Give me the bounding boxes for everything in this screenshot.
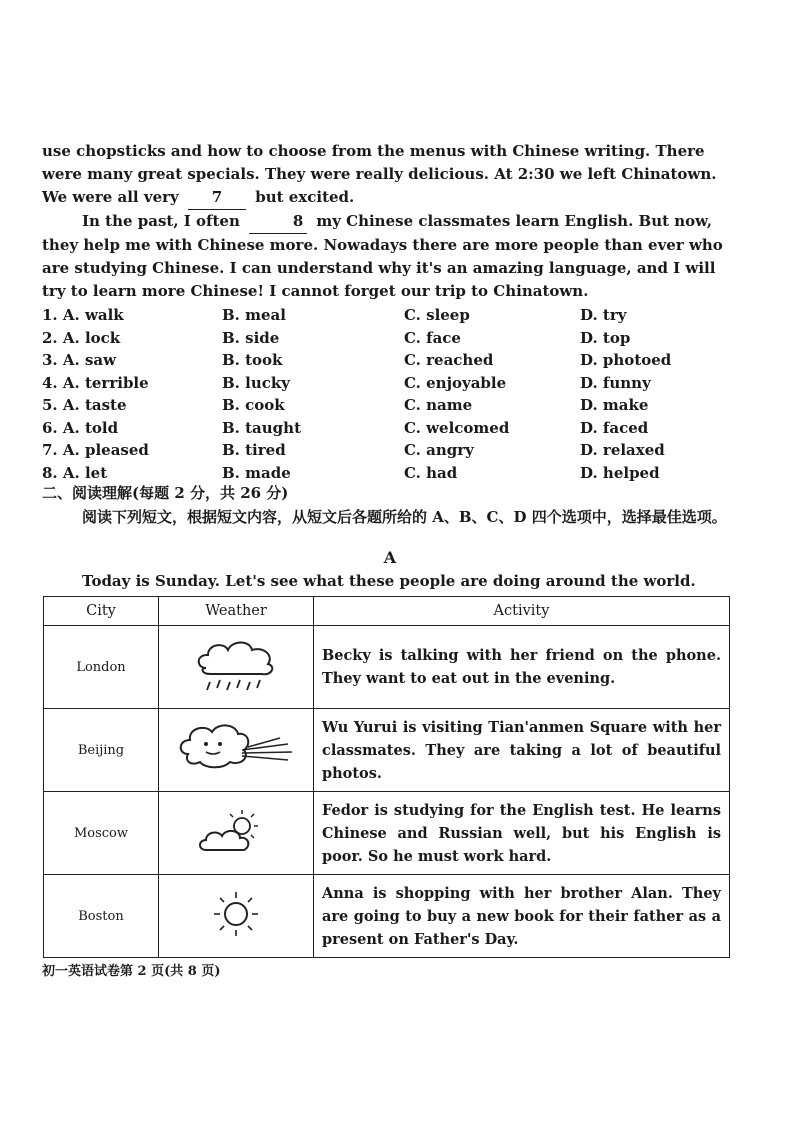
passage-letter: A — [383, 548, 397, 567]
weather-cell — [159, 626, 314, 709]
city-cell: Boston — [44, 875, 159, 958]
section-instruction: 阅读下列短文，根据短文内容，从短文后各题所给的 A、B、C、D 四个选项中，选择最佳选项。 — [82, 508, 727, 526]
rainy-cloud-icon — [188, 636, 284, 694]
weather-cell — [159, 792, 314, 875]
page-footer: 初一英语试卷第 2 页(共 8 页) — [42, 964, 221, 979]
section-heading: 二、阅读理解(每题 2 分，共 26 分) — [42, 484, 289, 502]
activity-cell: Anna is shopping with her brother Alan. They are going to buy a new book for their father as a present on Father's Day. — [314, 875, 730, 958]
header-activity: Activity — [314, 597, 730, 626]
options-list — [42, 304, 702, 484]
cloze-passage — [42, 140, 742, 303]
table-row — [44, 709, 730, 792]
passage-line2: We were all very 7 but excited. — [42, 186, 742, 210]
table-header-row — [44, 597, 730, 626]
header-weather: Weather — [159, 597, 314, 626]
windy-cloud-icon — [176, 720, 296, 776]
weather-cell — [159, 709, 314, 792]
activity-cell: Fedor is studying for the English test. He learns Chinese and Russian well, but his English is poor. So he must work hard. — [314, 792, 730, 875]
activity-cell: Wu Yurui is visiting Tian'anmen Square with her classmates. They are taking a lot of beautiful photos. — [314, 709, 730, 792]
option-row: 2. A. lock B. side C. face D. top — [42, 328, 631, 347]
option-row: 4. A. terrible B. lucky C. enjoyable D. funny — [42, 373, 651, 392]
passage-line1: use chopsticks and how to choose from the menus with Chinese writing. There were many great specials. They were really delicious. At 2:30 we left Chinatown. — [42, 142, 717, 183]
option-row: 1. A. walk B. meal C. sleep D. try — [42, 306, 627, 325]
activity-cell: Becky is talking with her friend on the phone. They want to eat out in the evening. — [314, 626, 730, 709]
partly-cloudy-icon — [196, 806, 276, 856]
table-row — [44, 875, 730, 958]
weather-table — [43, 596, 730, 958]
blank-8: 8 — [249, 210, 307, 234]
option-row: 6. A. told B. taught C. welcomed D. faced — [42, 418, 649, 437]
option-row: 7. A. pleased B. tired C. angry D. relaxed — [42, 441, 665, 460]
blank-7: 7 — [188, 186, 246, 210]
passage-paragraph2: In the past, I often 8 my Chinese classmates learn English. But now, they help me with Chinese more. Nowadays there are more people than ever who are studying Chinese. I can understand why it's an amazing language, and I will try to learn more Chinese! I cannot forget our trip to Chinatown. — [42, 212, 723, 300]
city-cell: London — [44, 626, 159, 709]
option-row: 8. A. let B. made C. had D. helped — [42, 463, 660, 482]
city-cell: Beijing — [44, 709, 159, 792]
header-city: City — [44, 597, 159, 626]
weather-cell — [159, 875, 314, 958]
city-cell: Moscow — [44, 792, 159, 875]
table-row — [44, 792, 730, 875]
option-row: 5. A. taste B. cook C. name D. make — [42, 396, 649, 415]
option-row: 3. A. saw B. took C. reached D. photoed — [42, 351, 672, 370]
sunny-icon — [204, 889, 268, 939]
passage-intro: Today is Sunday. Let's see what these people are doing around the world. — [82, 572, 696, 590]
table-row — [44, 626, 730, 709]
